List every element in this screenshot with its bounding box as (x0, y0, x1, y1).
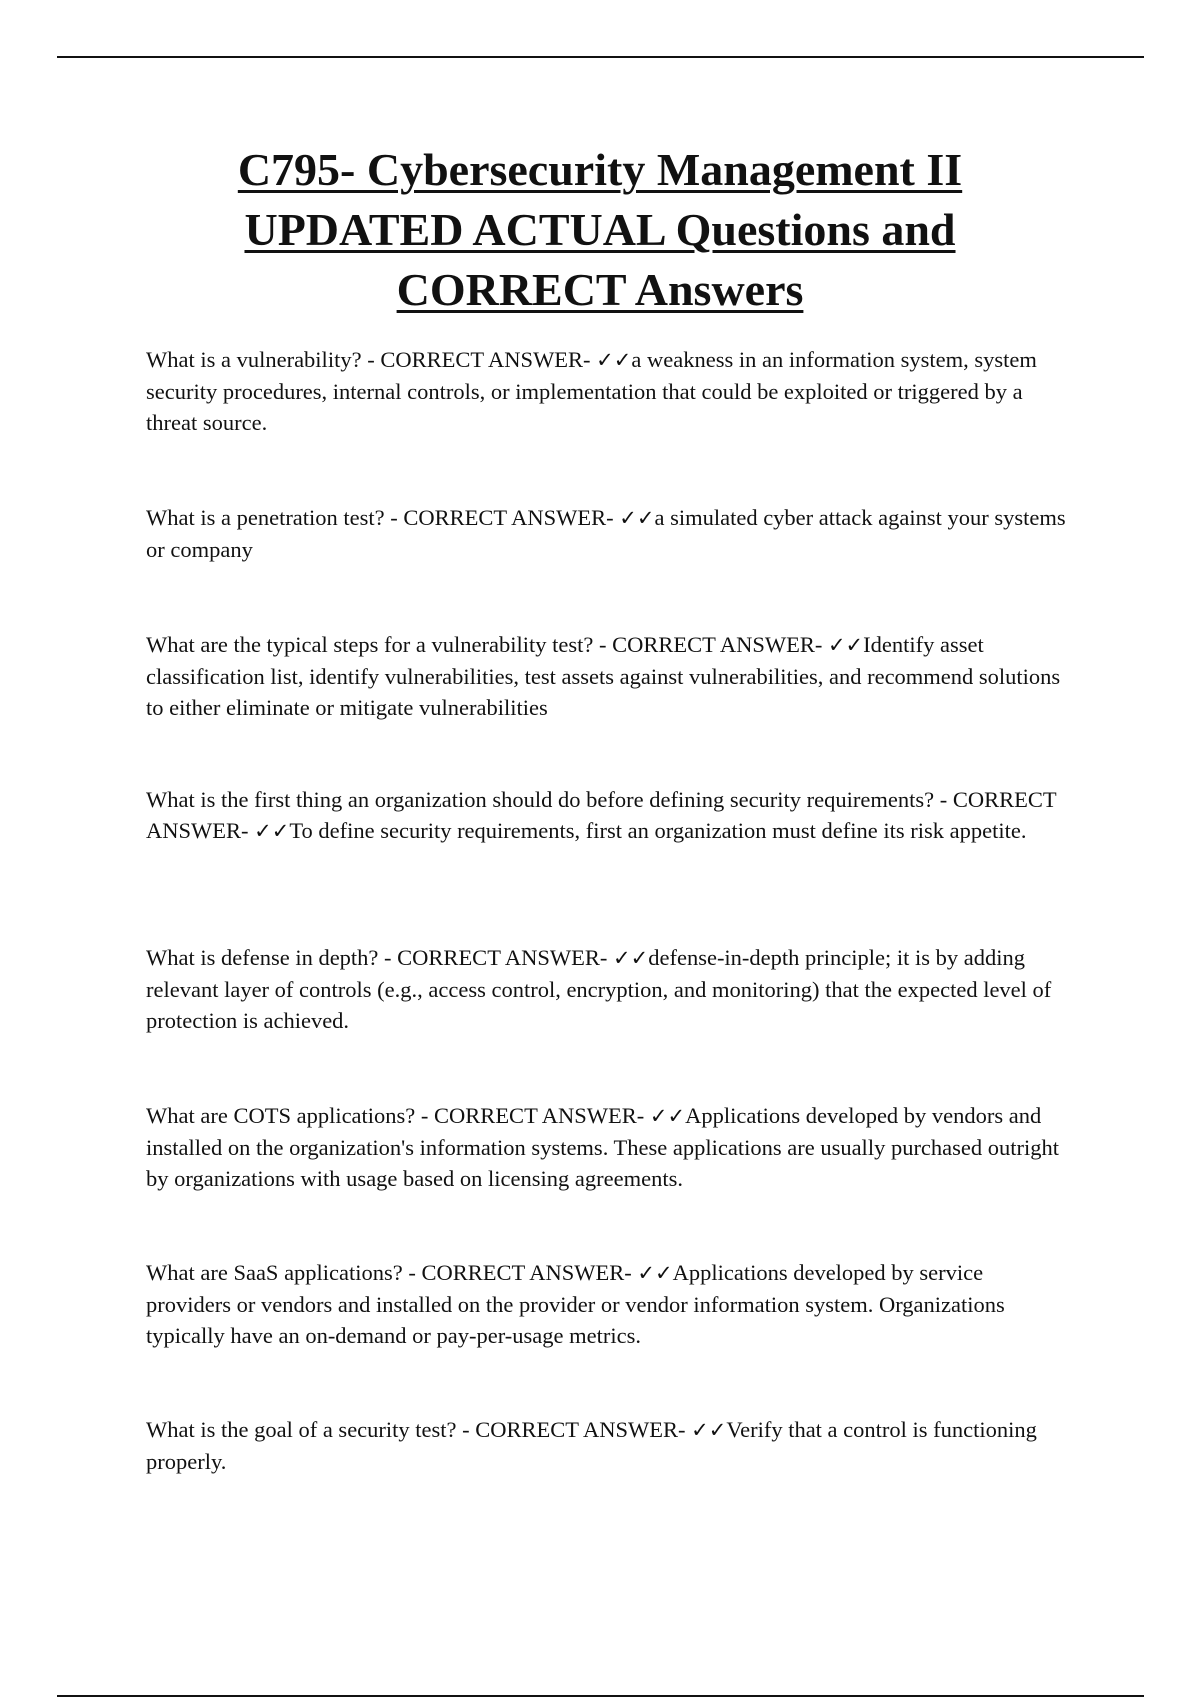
double-check-icon: ✓✓ (613, 946, 649, 970)
title-line-1: C795- Cybersecurity Management II (237, 144, 963, 195)
double-check-icon: ✓✓ (649, 1104, 686, 1128)
qa-item-6: What are COTS applications? - CORRECT ANSWER- ✓✓Applications developed by vendors and installed on the organization's information systems. These applications are usually purchased outright by organizations with usage based on licensing agreements. (146, 1103, 1060, 1191)
answer-text: Applications developed by vendors and installed on the organization's information systems. These applications are usually purchased outright by organizations with usage based on licensing agreements. (146, 1103, 1060, 1191)
question-text: What is a vulnerability? (146, 347, 362, 372)
answer-text: Applications developed by service providers or vendors and installed on the provider or vendor information system. Organizations typically have an on-demand or pay-per-usage metrics. (146, 1260, 1005, 1348)
qa-item-8: What is the goal of a security test? - CORRECT ANSWER- ✓✓Verify that a control is functioning properly. (146, 1417, 1037, 1474)
answer-marker: CORRECT ANSWER- (397, 945, 608, 970)
answer-marker: CORRECT ANSWER- (612, 632, 823, 657)
answer-text: a weakness in an information system, system security procedures, internal controls, or implementation that could be exploited or triggered by a threat source. (146, 347, 1037, 435)
double-check-icon: ✓✓ (596, 348, 632, 372)
document-title (100, 140, 1100, 320)
bottom-divider (57, 1695, 1144, 1697)
qa-item-2: What is a penetration test? - CORRECT ANSWER- ✓✓a simulated cyber attack against your systems or company (146, 505, 1066, 562)
double-check-icon: ✓✓ (637, 1261, 673, 1285)
title-line-2: UPDATED ACTUAL Questions and (244, 204, 956, 255)
title-line-3: CORRECT Answers (396, 264, 804, 315)
answer-marker: CORRECT ANSWER- (380, 347, 591, 372)
answer-text: To define security requirements, first an organization must define its risk appetite. (289, 818, 1027, 843)
answer-marker: CORRECT ANSWER- (434, 1103, 645, 1128)
qa-item-5: What is defense in depth? - CORRECT ANSWER- ✓✓defense-in-depth principle; it is by adding relevant layer of controls (e.g., access control, encryption, and monitoring) that the expected level of protection is achieved. (146, 945, 1052, 1033)
qa-item-4: What is the first thing an organization should do before defining security requirements? - CORRECT ANSWER- ✓✓To define security requirements, first an organization must define its risk appetite. (146, 787, 1057, 843)
answer-marker: CORRECT ANSWER- (421, 1260, 632, 1285)
double-check-icon: ✓✓ (619, 506, 655, 530)
qa-item-1: What is a vulnerability? - CORRECT ANSWER- ✓✓a weakness in an information system, system security procedures, internal controls, or implementation that could be exploited or triggered by a threat source. (146, 347, 1037, 435)
question-text: What is a penetration test? (146, 505, 385, 530)
question-text: What is defense in depth? (146, 945, 379, 970)
question-text: What are COTS applications? (146, 1103, 416, 1128)
answer-marker: CORRECT ANSWER- (403, 505, 614, 530)
qa-item-7: What are SaaS applications? - CORRECT ANSWER- ✓✓Applications developed by service providers or vendors and installed on the provider or vendor information system. Organizations typically have an on-demand or pay-per-usage metrics. (146, 1260, 1005, 1348)
answer-text: defense-in-depth principle; it is by adding relevant layer of controls (e.g., access control, encryption, and monitoring) that the expected level of protection is achieved. (146, 945, 1052, 1033)
answer-text: a simulated cyber attack against your systems or company (146, 505, 1066, 562)
double-check-icon: ✓✓ (691, 1418, 727, 1442)
qa-item-3: What are the typical steps for a vulnerability test? - CORRECT ANSWER- ✓✓Identify asset classification list, identify vulnerabilities, test assets against vulnerabilities, and recommend solutions to either eliminate or mitigate vulnerabilities (146, 632, 1061, 720)
question-text: What is the first thing an organization should do before defining security requirements? (146, 787, 935, 812)
question-text: What is the goal of a security test? (146, 1417, 457, 1442)
question-text: What are SaaS applications? (146, 1260, 403, 1285)
question-text: What are the typical steps for a vulnerability test? (146, 632, 594, 657)
top-divider (57, 56, 1144, 58)
answer-marker: CORRECT ANSWER- (475, 1417, 686, 1442)
answer-marker: CORRECT ANSWER- (146, 787, 1057, 843)
answer-text: Identify asset classification list, identify vulnerabilities, test assets against vulnerabilities, and recommend solutions to either eliminate or mitigate vulnerabilities (146, 632, 1061, 720)
answer-text: Verify that a control is functioning properly. (146, 1417, 1037, 1474)
double-check-icon: ✓✓ (827, 633, 864, 657)
double-check-icon: ✓✓ (254, 819, 290, 843)
